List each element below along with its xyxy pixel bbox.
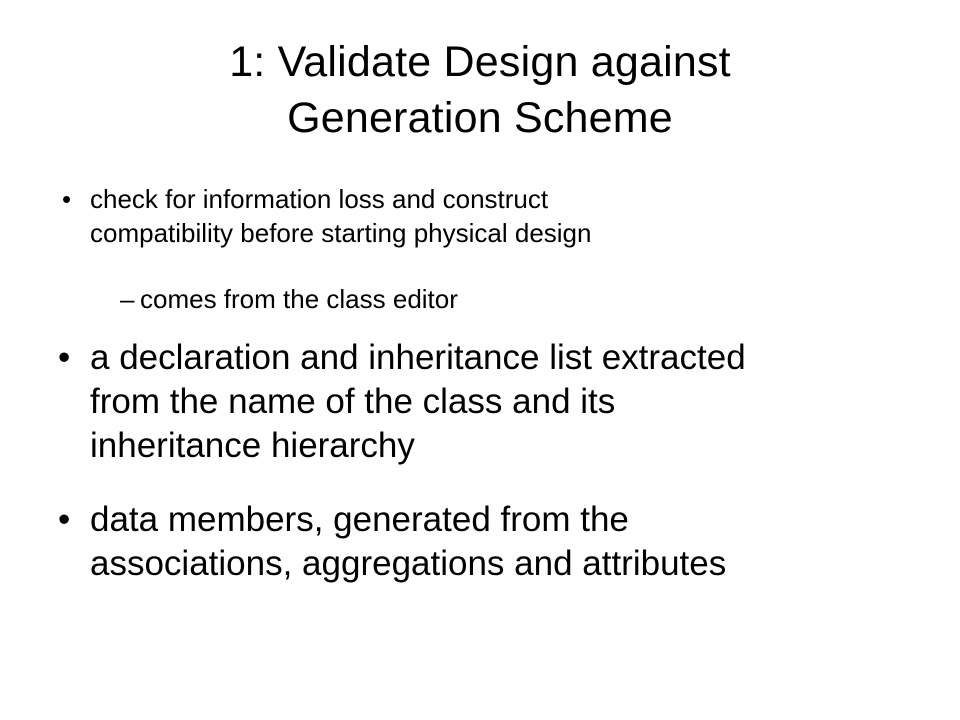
slide-title-line-1: 1: Validate Design against (229, 38, 731, 86)
bullet-line: inheritance hierarchy (90, 426, 415, 465)
bullet-marker: • (58, 500, 71, 539)
slide-title-line-2: Generation Scheme (287, 94, 673, 142)
sub-bullet-marker: – (120, 284, 135, 314)
bullet-line: compatibility before starting physical design (90, 218, 592, 248)
bullet-marker: • (62, 184, 72, 214)
bullet-line: a declaration and inheritance list extracted (90, 338, 746, 377)
bullet-marker: • (58, 338, 71, 377)
bullet-line: data members, generated from the (90, 500, 629, 539)
bullet-text (90, 498, 930, 586)
sub-bullet-line: comes from the class editor (140, 284, 458, 314)
bullet-line: from the name of the class and its (90, 382, 616, 421)
bullet-text (90, 336, 930, 468)
bullet-line: associations, aggregations and attributes (90, 544, 727, 583)
bullet-line: check for information loss and construct (90, 184, 549, 214)
sub-bullet-text (140, 282, 880, 316)
bullet-text (90, 182, 890, 250)
